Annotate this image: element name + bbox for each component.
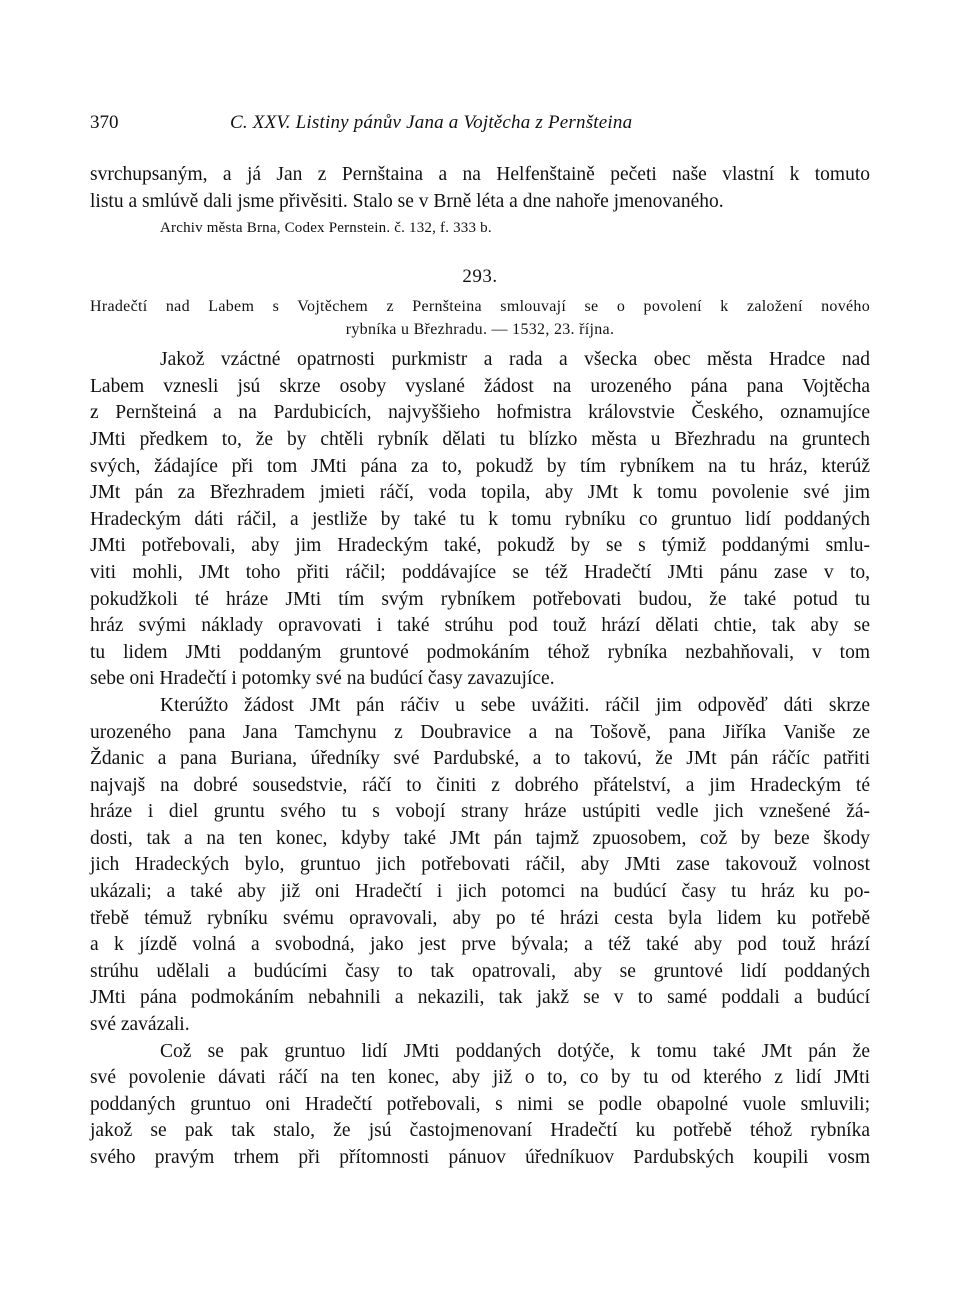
text-line: strúhu udělali a budúcími časy to tak opatrovali, aby se gruntové lidí poddaných [90,960,870,982]
text-line: urozeného pana Jana Tamchynu z Doubravice a na Tošově, pana Jiříka Vaniše ze [90,721,870,743]
text-line: Ždanic a pana Buriana, úředníky své Pardubské, a to takovú, že JMt pán ráčíc patřiti [90,748,870,770]
text-line: JMti předkem to, že by chtěli rybník dělati tu blízko města u Březhradu na gruntech [90,428,870,450]
text-line: své povolenie dávati ráčí na ten konec, aby již o to, co by tu od kterého z lidí JMti [90,1067,870,1089]
text-line: hráze i diel gruntu svého tu s vobojí strany hráze ustúpiti vedle jich vznešené žá- [90,801,870,823]
text-line: dosti, tak a na ten konec, kdyby také JMt pán tajmž zpuosobem, což by beze škody [90,827,870,849]
text-line: JMti potřebovali, aby jim Hradeckým také, pokudž by se s týmiž poddanými smlu- [90,535,870,557]
text-line: své zavázali. [90,1014,190,1036]
regest-line: Hradečtí nad Labem s Vojtěchem z Pernšteina smlouvají se o povolení k založení nového [90,298,870,316]
previous-document-ending [90,162,870,215]
text-line: tu lidem JMti poddaným gruntové podmokáním téhož rybníka nezbahňovali, v tom [90,641,870,663]
text-line: Což se pak gruntuo lidí JMti poddaných dotýče, k tomu také JMt pán že [160,1040,870,1062]
text-line: třebě témuž rybníku svému opravovali, aby po té hrázi cesta byla lidem ku potřebě [90,907,870,929]
text-line: ukázali; a také aby již oni Hradečtí i jich potomci na budúcí časy tu hráz ku po- [90,881,870,903]
paragraph-2 [90,693,870,1039]
document-body [90,347,870,1171]
text-line: JMt pán za Březhradem jmieti ráčí, voda topila, aby JMt k tomu povolenie své jim [90,482,870,504]
text-line: listu a smlúvě dali jsme přivěsiti. Stalo se v Brně léta a dne nahoře jmenovaného. [90,190,724,212]
text-line: poddaných gruntuo oni Hradečtí potřebovali, s nimi se podle obapolné vuole smluvili; [90,1093,870,1115]
running-head [90,112,870,146]
text-line: z Pernšteiná a na Pardubicích, najvyššieho hofmistra královstvie Českého, oznamujíce [90,402,870,424]
text-line: Hradeckým dáti ráčil, a jestliže by také tu k tomu rybníku co gruntuo lidí poddaných [90,508,870,530]
text-line: Jakož vzáctné opatrnosti purkmistr a rada a všecka obec města Hradce nad [160,349,870,371]
text-line: jich Hradeckých bylo, gruntuo jich potřebovati ráčil, aby JMti zase takovouž volnost [90,854,870,876]
text-line: svého pravým trhem při přítomnosti pánuov úředníkuov Pardubských koupili vosm [90,1147,870,1168]
paragraph-1 [90,347,870,693]
text-line: pokudžkoli té hráze JMti tím svým rybníkem potřebovati budou, že také potud tu [90,588,870,610]
document-regest [90,295,870,341]
text-line: jakož se pak tak stalo, že jsú častojmenovaní Hradečtí ku potřebě téhož rybníka [90,1120,870,1142]
page-number: 370 [90,112,119,133]
text-line: najvajš na dobré sousedstvie, ráčí to činiti z dobrého přátelství, a jim Hradeckým té [90,774,870,796]
document-number: 293. [462,266,498,288]
text-line: svých, žádajíce při tom JMti pána za to, pokudž by tím rybníkem na tu hráz, kterúž [90,455,870,477]
text-line: viti mohli, JMt toho přiti ráčil; poddávajíce se též Hradečtí JMti pánu zase v to, [90,561,870,583]
regest-line: rybníka u Březhradu. — 1532, 23. října. [345,321,615,339]
text-line: Kterúžto žádost JMt pán ráčiv u sebe uvážiti. ráčil jim odpověď dáti skrze [160,694,870,716]
text-line: hráz svými náklady opravovati i také strúhu pod touž hrází dělati chtie, tak aby se [90,615,870,637]
text-line: JMti pána podmokáním nebahnili a nekazili, tak jakž se v to samé poddali a budúcí [90,987,870,1009]
book-page [90,112,870,1172]
source-note: Archiv města Brna, Codex Pernstein. č. 132, f. 333 b. [160,220,492,237]
text-line: a k jízdě volná a svobodná, jako jest prve bývala; a též také aby pod touž hrází [90,934,870,956]
paragraph-3 [90,1039,870,1172]
text-line: sebe oni Hradečtí i potomky své na budúcí časy zavazujíce. [90,668,555,690]
running-title: C. XXV. Listiny pánův Jana a Vojtěcha z Pernšteina [230,112,633,133]
text-line: svrchupsaným, a já Jan z Pernštaina a na Helfenštaině pečeti naše vlastní k tomuto [90,164,870,185]
text-line: Labem vznesli jsú skrze osoby vyslané žádost na urozeného pána pana Vojtěcha [90,375,870,397]
